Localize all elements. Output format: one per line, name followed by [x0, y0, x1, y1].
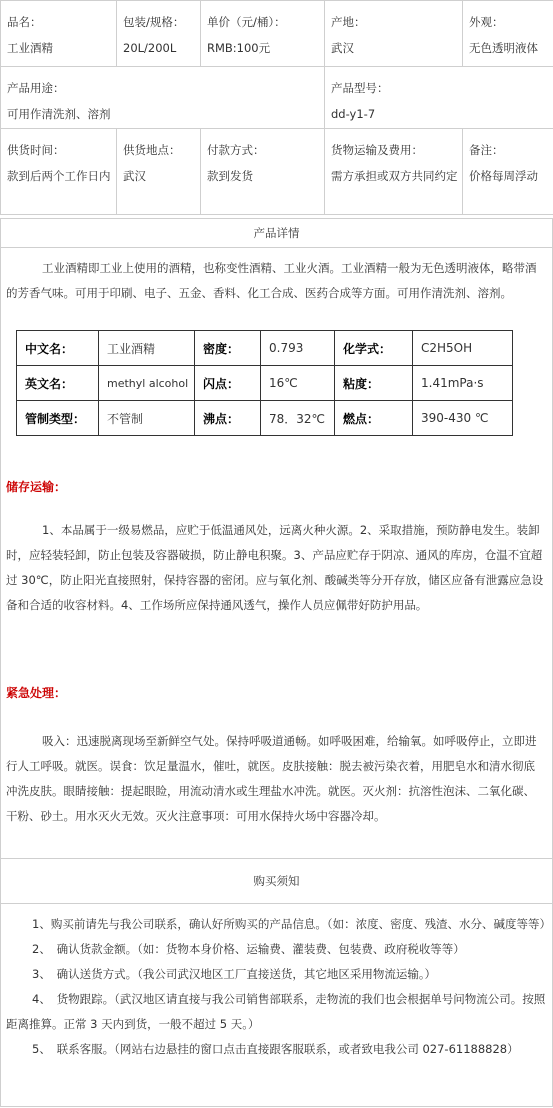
property-key: 英文名：: [17, 366, 99, 401]
info-value: 武汉: [123, 169, 146, 183]
info-label: 外观：: [469, 15, 504, 29]
info-label: 品名：: [7, 15, 42, 29]
info-cell-price: [201, 1, 325, 67]
property-value: methyl alcohol: [99, 366, 195, 401]
property-key: 化学式：: [335, 331, 413, 366]
product-info-table: [0, 0, 553, 215]
info-label: 供货时间：: [7, 143, 65, 157]
purchase-heading: 购买须知: [0, 858, 553, 904]
property-key: 沸点：: [195, 401, 261, 436]
property-value: 1.41mPa·s: [413, 366, 513, 401]
info-cell-shipping: [325, 129, 463, 215]
property-row: [17, 331, 513, 366]
info-label: 付款方式：: [207, 143, 265, 157]
detail-heading: 产品详情: [0, 218, 553, 248]
info-label: 产品型号：: [331, 81, 389, 95]
info-cell-origin: [325, 1, 463, 67]
info-value: 价格每周浮动: [469, 169, 538, 183]
info-cell-remark: [463, 129, 553, 215]
info-value: RMB:100元: [207, 41, 271, 55]
info-label: 货物运输及费用：: [331, 143, 423, 157]
property-value: 不管制: [99, 401, 195, 436]
purchase-note: 3、 确认送货方式。（我公司武汉地区工厂直接送货，其它地区采用物流运输。）: [32, 967, 437, 981]
info-label: 备注：: [469, 143, 504, 157]
property-value: C2H5OH: [413, 331, 513, 366]
property-key: 密度：: [195, 331, 261, 366]
info-row-usage: [1, 67, 553, 129]
storage-text: 1、本品属于一级易燃品，应贮于低温通风处，远离火种火源。2、采取措施，预防静电发生。装卸时，应轻装轻卸，防止包装及容器破损，防止静电积聚。3、产品应贮存于阴凉、通风的库房，仓温不宜超过 30℃，防止阳光直接照射，保持容器的密闭。应与氧化剂、酸碱类等分开存放，储区应备有泄露应急设备和合适的收容材料。4、工作场所应保持通风透气，操作人员应佩带好防护用品。: [6, 523, 544, 612]
info-cell-appearance: [463, 1, 553, 67]
property-key: 闪点：: [195, 366, 261, 401]
info-value: 可用作清洗剂、溶剂: [7, 107, 111, 121]
info-label: 供货地点：: [123, 143, 181, 157]
property-value: 390-430 ℃: [413, 401, 513, 436]
info-label: 产地：: [331, 15, 366, 29]
purchase-note: 4、 货物跟踪。（武汉地区请直接与我公司销售部联系，走物流的我们也会根据单号问物流公司。按照距离推算。正常 3 天内到货，一般不超过 5 天。）: [6, 992, 546, 1031]
info-label: 单价（元/桶）：: [207, 15, 286, 29]
info-cell-usage: [1, 67, 325, 129]
emergency-heading: 紧急处理：: [6, 686, 67, 700]
info-row-basic: [1, 1, 553, 67]
property-key: 中文名：: [17, 331, 99, 366]
info-value: 款到发货: [207, 169, 253, 183]
properties-table: [16, 330, 513, 436]
property-row: [17, 401, 513, 436]
info-label: 包装/规格：: [123, 15, 185, 29]
property-value: 78．32℃: [261, 401, 335, 436]
purchase-note: 5、 联系客服。（网站右边悬挂的窗口点击直接跟客服联系，或者致电我公司 027-61188828）: [32, 1042, 519, 1056]
info-cell-name: [1, 1, 117, 67]
info-row-supply: [1, 129, 553, 215]
info-cell-supply-place: [117, 129, 201, 215]
info-value: dd-y1-7: [331, 107, 376, 121]
property-value: 0.793: [261, 331, 335, 366]
info-value: 工业酒精: [7, 41, 53, 55]
info-cell-payment: [201, 129, 325, 215]
info-cell-supply-time: [1, 129, 117, 215]
purchase-note: 1、购买前请先与我公司联系，确认好所购买的产品信息。（如：浓度、密度、残渣、水分、碱度等等）: [32, 917, 552, 931]
property-key: 管制类型：: [17, 401, 99, 436]
info-value: 款到后两个工作日内: [7, 169, 111, 183]
purchase-notes: [6, 912, 552, 1062]
product-intro: 工业酒精即工业上使用的酒精，也称变性酒精、工业火酒。工业酒精一般为无色透明液体，略带酒的芳香气味。可用于印刷、电子、五金、香料、化工合成、医药合成等方面。可用作清洗剂、溶剂。: [6, 261, 537, 300]
info-cell-package: [117, 1, 201, 67]
property-row: [17, 366, 513, 401]
info-cell-model: [325, 67, 553, 129]
property-value: 16℃: [261, 366, 335, 401]
property-key: 粘度：: [335, 366, 413, 401]
emergency-text: 吸入：迅速脱离现场至新鲜空气处。保持呼吸道通畅。如呼吸困难，给输氧。如呼吸停止，立即进行人工呼吸。就医。误食：饮足量温水，催吐，就医。皮肤接触：脱去被污染衣着，用肥皂水和清水彻底冲洗皮肤。眼睛接触：提起眼睑，用流动清水或生理盐水冲洗。就医。灭火剂：抗溶性泡沫、二氧化碳、干粉、砂土。用水灭火无效。灭火注意事项：可用水保持火场中容器冷却。: [6, 734, 537, 823]
purchase-note: 2、 确认货款金额。（如：货物本身价格、运输费、灌装费、包装费、政府税收等等）: [32, 942, 465, 956]
info-label: 产品用途：: [7, 81, 65, 95]
info-value: 20L/200L: [123, 41, 177, 55]
info-value: 无色透明液体: [469, 41, 538, 55]
storage-heading: 储存运输：: [6, 480, 67, 494]
info-value: 武汉: [331, 41, 354, 55]
property-value: 工业酒精: [99, 331, 195, 366]
info-value: 需方承担或双方共同约定: [331, 169, 458, 183]
property-key: 燃点：: [335, 401, 413, 436]
